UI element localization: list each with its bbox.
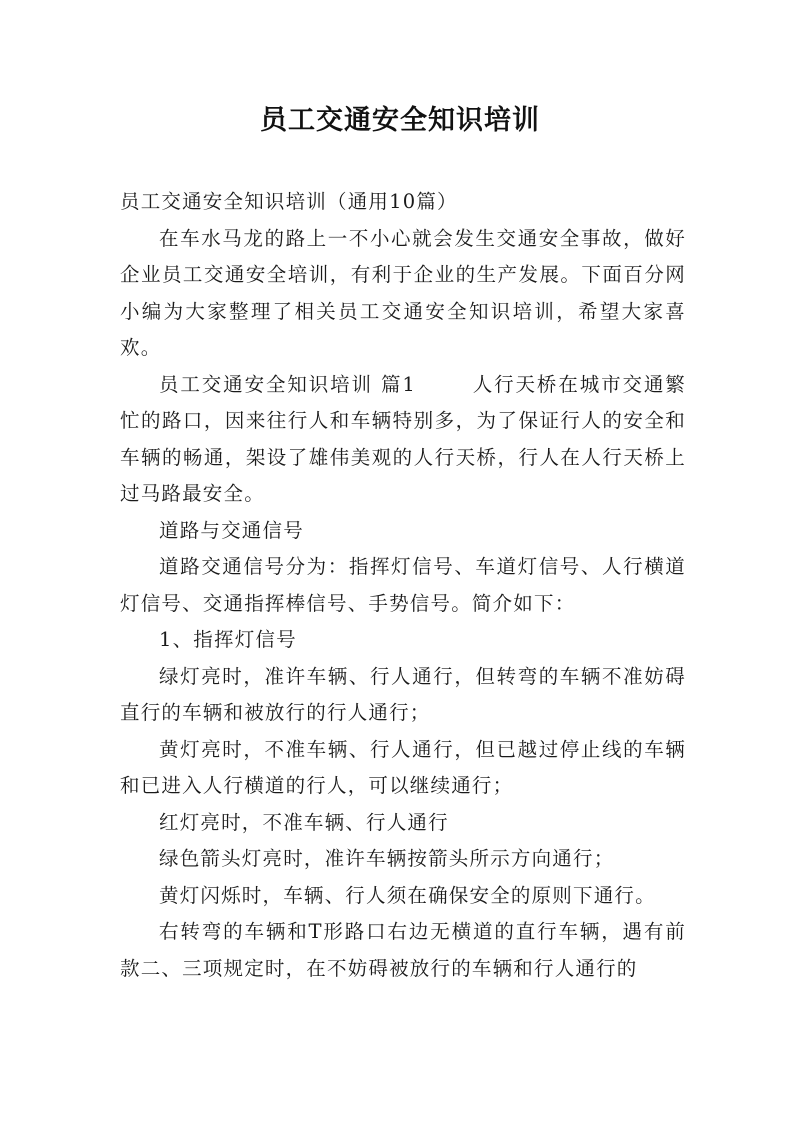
- item1-heading: 1、指挥灯信号: [159, 628, 297, 651]
- roads-heading: 道路与交通信号: [159, 518, 304, 542]
- green-light-paragraph: 绿灯亮时，准许车辆、行人通行，但转弯的车辆不准妨碍直行的车辆和被放行的行人通行；: [120, 664, 686, 724]
- section1-text: 人行天桥在城市交通繁忙的路口，因来往行人和车辆特别多，为了保证行人的安全和车辆的畅通，架设了雄伟美观的人行天桥，行人在人行天桥上过马路最安全。: [120, 372, 686, 505]
- section1-paragraph: [120, 367, 686, 513]
- intro-paragraph: 在车水马龙的路上一不小心就会发生交通安全事故，做好企业员工交通安全培训，有利于企业的生产发展。下面百分网小编为大家整理了相关员工交通安全知识培训，希望大家喜欢。: [120, 226, 686, 359]
- document-title: 员工交通安全知识培训: [260, 105, 540, 136]
- yellow-light-paragraph: 黄灯亮时，不准车辆、行人通行，但已越过停止线的车辆和已进入人行横道的行人，可以继续通行；: [120, 737, 686, 797]
- green-arrow-paragraph: 绿色箭头灯亮时，准许车辆按箭头所示方向通行；: [159, 847, 615, 870]
- section1-heading: 员工交通安全知识培训 篇1: [159, 372, 417, 396]
- document-subtitle: 员工交通安全知识培训（通用10篇）: [120, 190, 458, 213]
- document-body: [120, 184, 686, 987]
- right-turn-paragraph: 右转弯的车辆和T形路口右边无横道的直行车辆，遇有前款二、三项规定时，在不妨碍被放行的车辆和行人通行的: [120, 920, 686, 980]
- red-light-paragraph: 红灯亮时，不准车辆、行人通行: [159, 810, 449, 834]
- yellow-flash-paragraph: 黄灯闪烁时，车辆、行人须在确保安全的原则下通行。: [159, 883, 656, 907]
- signals-intro-paragraph: 道路交通信号分为：指挥灯信号、车道灯信号、人行横道灯信号、交通指挥棒信号、手势信号。简介如下：: [120, 555, 686, 615]
